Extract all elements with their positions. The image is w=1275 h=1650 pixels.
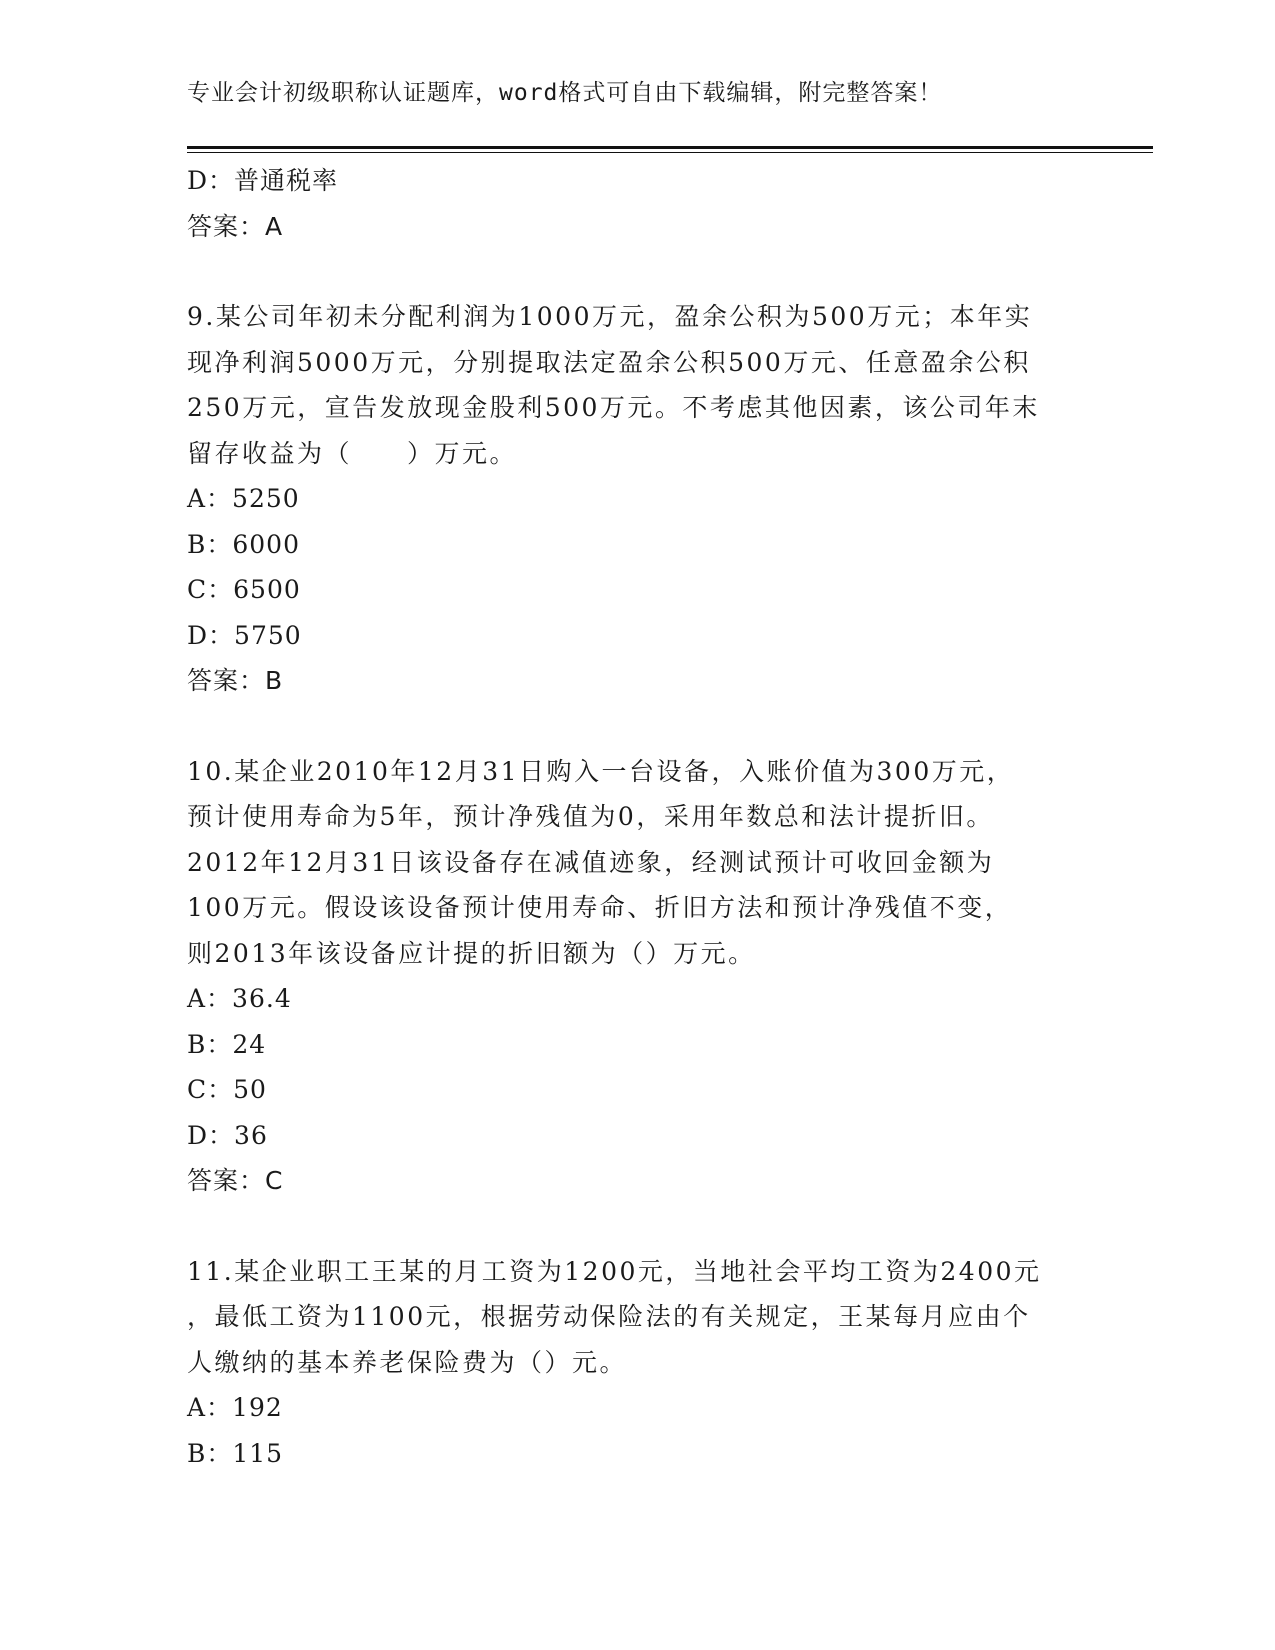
question-text-line: 11.某企业职工王某的月工资为1200元，当地社会平均工资为2400元 xyxy=(187,1256,1042,1286)
question-11 xyxy=(187,1249,1087,1477)
question-text-line: 250万元，宣告发放现金股利500万元。不考虑其他因素，该公司年末 xyxy=(187,393,1040,422)
option-b: B：24 xyxy=(187,1029,267,1059)
option-c: C：6500 xyxy=(187,575,301,604)
prev-option-d: D：普通税率 xyxy=(187,166,339,195)
spacer xyxy=(187,704,1087,749)
question-text-line: ，最低工资为1100元，根据劳动保险法的有关规定，王某每月应由个 xyxy=(187,1302,1031,1331)
document-body xyxy=(187,158,1087,1476)
question-text-line: 9.某公司年初未分配利润为1000万元，盈余公积为500万元；本年实 xyxy=(187,302,1033,331)
answer: 答案：B xyxy=(187,666,284,695)
question-text-line: 100万元。假设该设备预计使用寿命、折旧方法和预计净残值不变， xyxy=(187,893,1013,922)
page-header: 专业会计初级职称认证题库，word格式可自由下载编辑，附完整答案！ xyxy=(187,80,943,106)
option-a: A：36.4 xyxy=(187,984,292,1013)
spacer xyxy=(187,1204,1087,1249)
option-d: D：36 xyxy=(187,1120,268,1150)
spacer xyxy=(187,249,1087,294)
option-a: A：192 xyxy=(187,1393,283,1422)
question-text-line: 10.某企业2010年12月31日购入一台设备，入账价值为300万元， xyxy=(187,756,1015,786)
option-b: B：6000 xyxy=(187,529,300,559)
question-text-line: 留存收益为（ ）万元。 xyxy=(187,438,518,468)
option-d: D：5750 xyxy=(187,620,302,650)
option-b: B：115 xyxy=(187,1438,284,1468)
question-text-line: 现净利润5000万元，分别提取法定盈余公积500万元、任意盈余公积 xyxy=(187,347,1031,377)
question-text-line: 人缴纳的基本养老保险费为（）元。 xyxy=(187,1347,628,1377)
header-rule-thick xyxy=(187,146,1153,149)
option-a: A：5250 xyxy=(187,484,300,513)
option-c: C：50 xyxy=(187,1075,267,1104)
question-text-line: 2012年12月31日该设备存在减值迹象，经测试预计可收回金额为 xyxy=(187,847,995,877)
question-9 xyxy=(187,294,1087,704)
question-text-line: 预计使用寿命为5年，预计净残值为0，采用年数总和法计提折旧。 xyxy=(187,802,994,831)
question-10 xyxy=(187,749,1087,1204)
prev-answer: 答案：A xyxy=(187,211,284,241)
header-rule-thin xyxy=(187,152,1153,153)
answer: 答案：C xyxy=(187,1166,284,1195)
question-text-line: 则2013年该设备应计提的折旧额为（）万元。 xyxy=(187,938,756,968)
